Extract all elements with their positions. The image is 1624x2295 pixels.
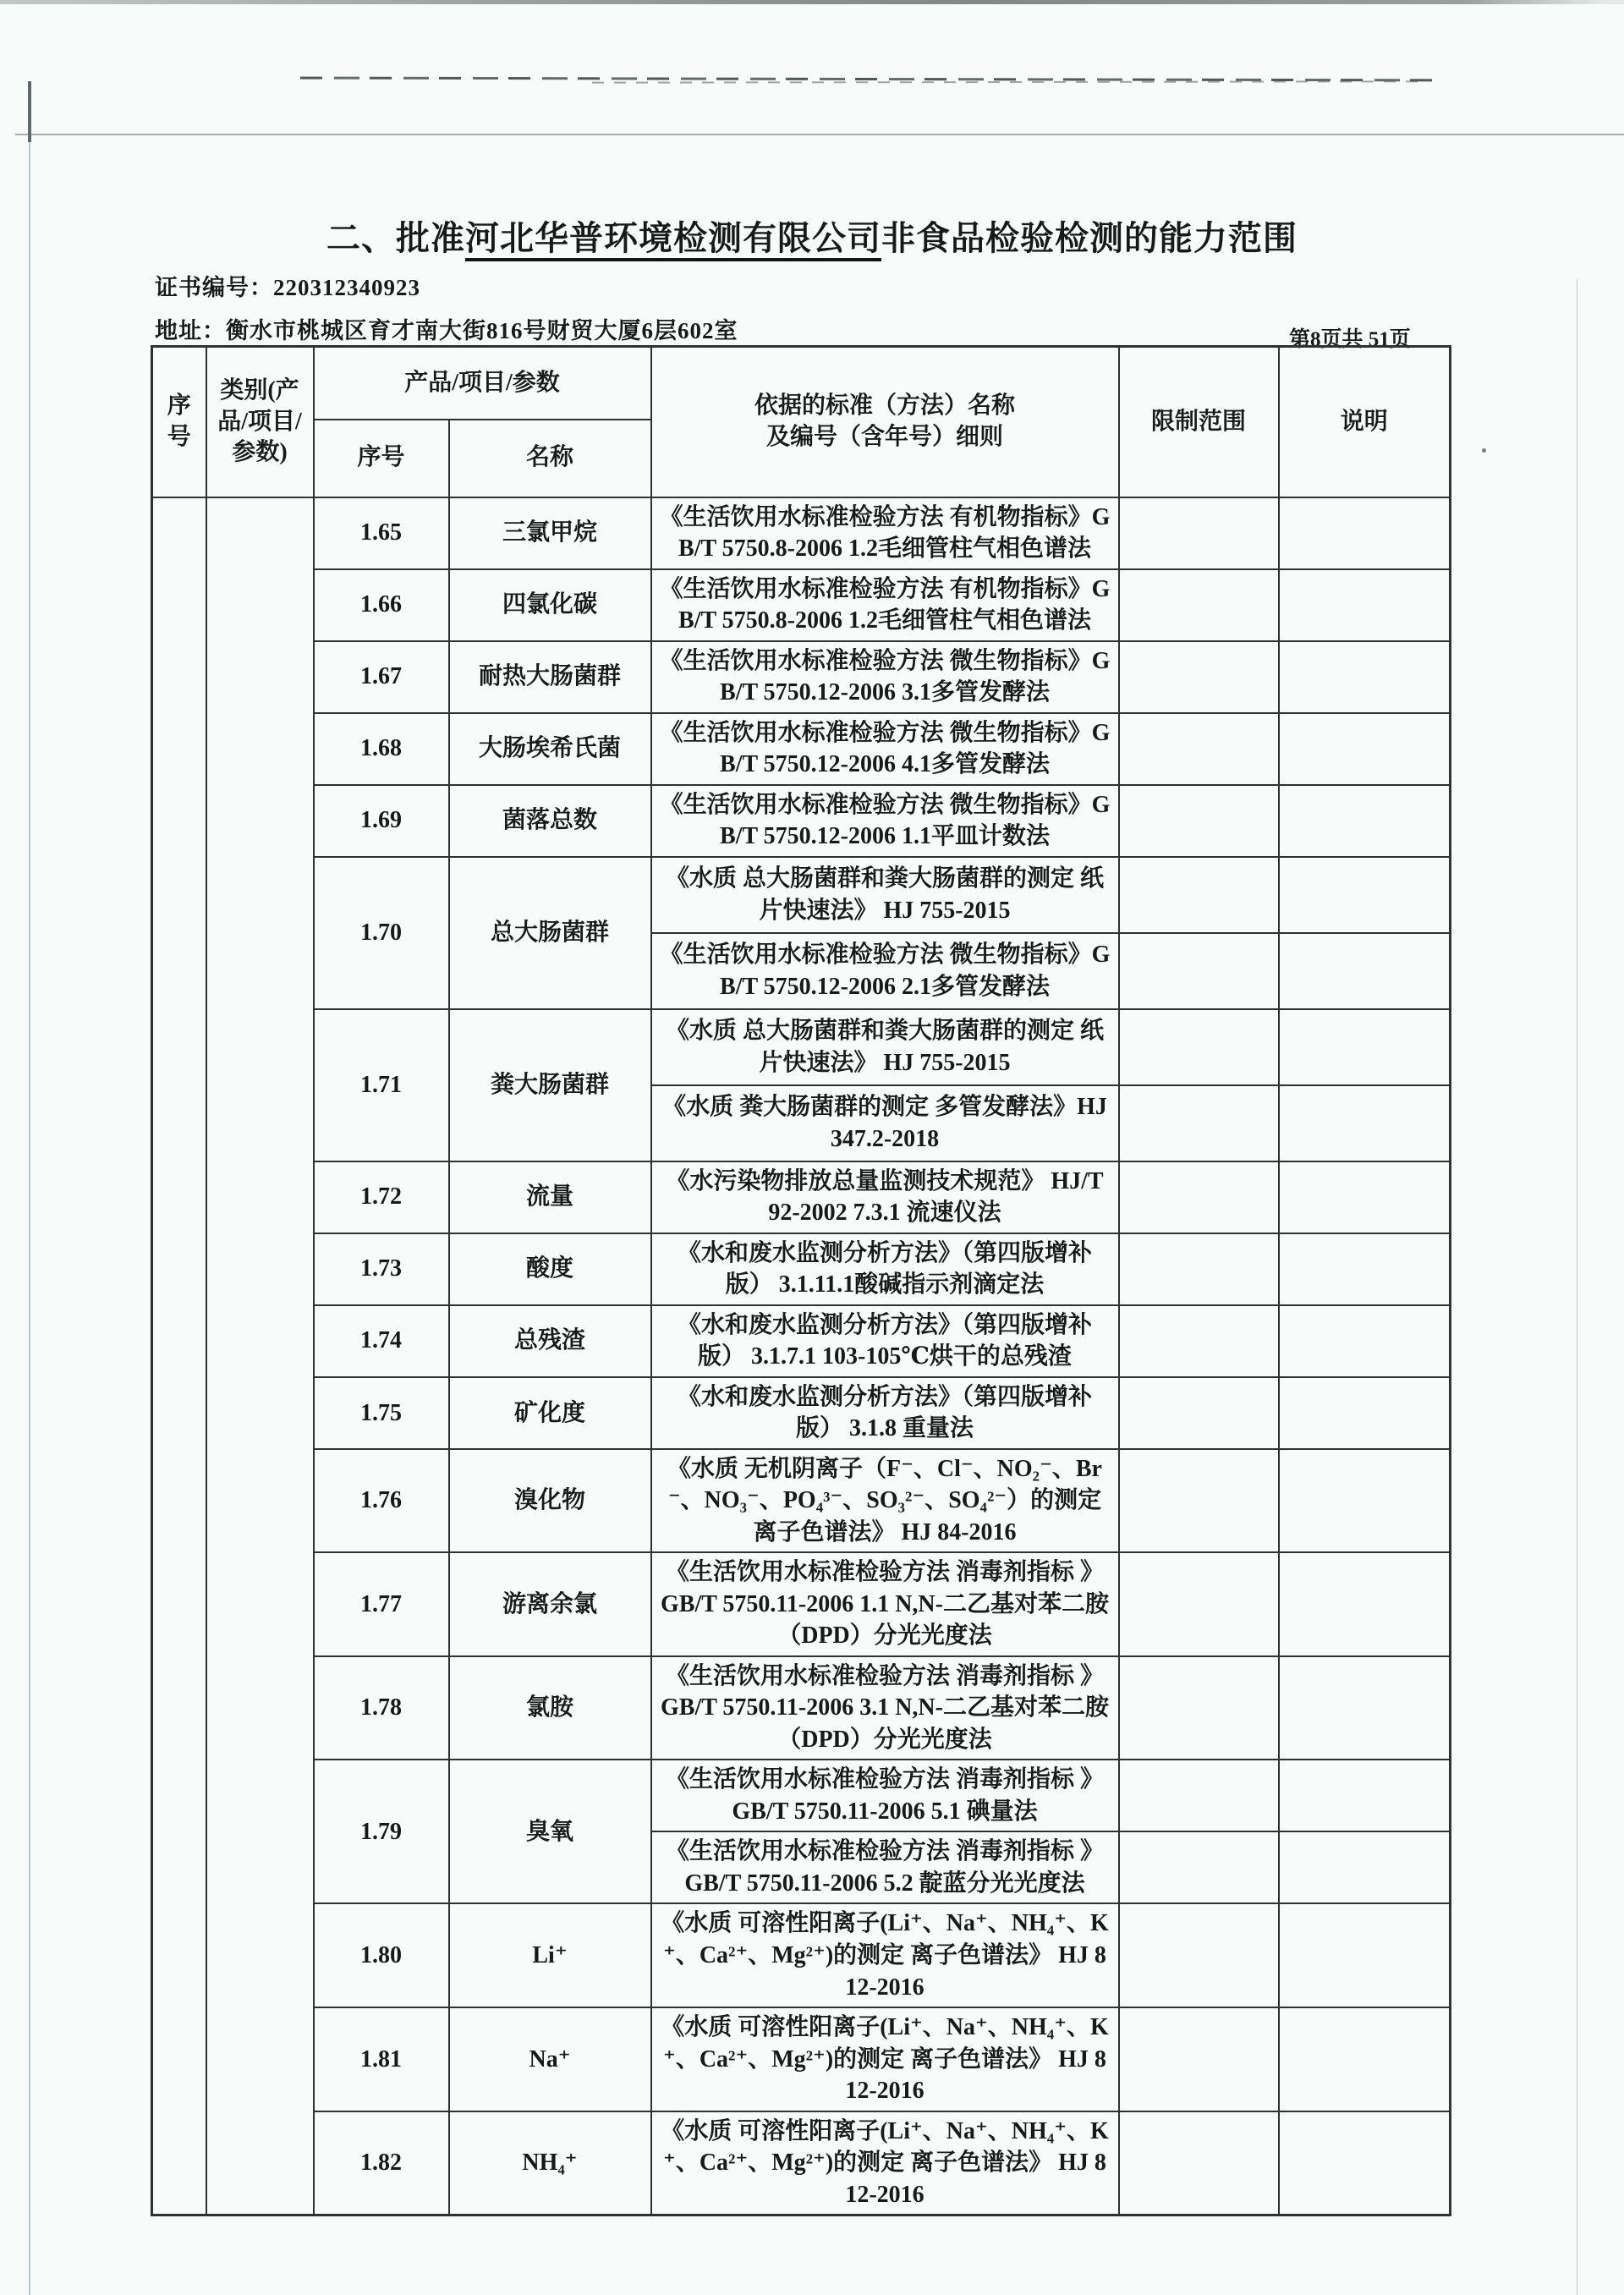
row-seq: 1.76 bbox=[314, 1449, 449, 1553]
limit-cell-empty bbox=[1119, 569, 1279, 641]
row-standard: 《水和废水监测分析方法》（第四版增补版） 3.1.7.1 103-105℃烘干的总残渣 bbox=[651, 1305, 1119, 1377]
scan-vertical-line-dark-artifact bbox=[28, 81, 31, 142]
row-standard: 《水和废水监测分析方法》（第四版增补版） 3.1.8 重量法 bbox=[651, 1377, 1119, 1449]
note-cell-empty bbox=[1279, 1377, 1451, 1449]
table-row bbox=[152, 1903, 1451, 2007]
capability-table bbox=[151, 345, 1451, 2216]
row-name: 粪大肠菌群 bbox=[449, 1009, 651, 1161]
table-row bbox=[152, 1161, 1451, 1233]
table-row bbox=[152, 1009, 1451, 1085]
note-cell-empty bbox=[1279, 1760, 1451, 1831]
limit-cell-empty bbox=[1119, 1305, 1279, 1377]
row-seq: 1.82 bbox=[314, 2111, 449, 2215]
note-cell-empty bbox=[1279, 933, 1451, 1009]
row-standard: 《生活饮用水标准检验方法 微生物指标》GB/T 5750.12-2006 2.1多管发酵法 bbox=[651, 933, 1119, 1009]
limit-cell-empty bbox=[1119, 497, 1279, 569]
row-name: 溴化物 bbox=[449, 1449, 651, 1553]
limit-cell-empty bbox=[1119, 2007, 1279, 2111]
limit-cell-empty bbox=[1119, 1233, 1279, 1305]
row-name: 酸度 bbox=[449, 1233, 651, 1305]
note-cell-empty bbox=[1279, 1085, 1451, 1161]
limit-cell-empty bbox=[1119, 1377, 1279, 1449]
row-name: 总大肠菌群 bbox=[449, 857, 651, 1009]
scan-wavy-line-artifact-2 bbox=[592, 80, 1421, 83]
row-standard: 《水和废水监测分析方法》（第四版增补版） 3.1.11.1酸碱指示剂滴定法 bbox=[651, 1233, 1119, 1305]
row-standard: 《水质 粪大肠菌群的测定 多管发酵法》HJ 347.2-2018 bbox=[651, 1085, 1119, 1161]
certificate-number: 证书编号：220312340923 bbox=[155, 275, 420, 300]
col-header-sub-name: 名称 bbox=[449, 420, 651, 497]
table-row bbox=[152, 641, 1451, 713]
row-seq: 1.77 bbox=[314, 1552, 449, 1656]
limit-cell-empty bbox=[1119, 641, 1279, 713]
table-row bbox=[152, 1233, 1451, 1305]
limit-cell-empty bbox=[1119, 1552, 1279, 1656]
table-row bbox=[152, 857, 1451, 933]
scan-dot-artifact bbox=[1482, 448, 1486, 453]
note-cell-empty bbox=[1279, 1831, 1451, 1903]
row-standard: 《生活饮用水标准检验方法 消毒剂指标 》GB/T 5750.11-2006 1.1 N,N-二乙基对苯二胺（DPD）分光光度法 bbox=[651, 1552, 1119, 1656]
row-name: 氯胺 bbox=[449, 1656, 651, 1760]
row-name: 总残渣 bbox=[449, 1305, 651, 1377]
row-seq: 1.81 bbox=[314, 2007, 449, 2111]
limit-cell-empty bbox=[1119, 1760, 1279, 1831]
note-cell-empty bbox=[1279, 569, 1451, 641]
row-standard: 《水质 可溶性阳离子(Li⁺、Na⁺、NH₄⁺、K⁺、Ca²⁺、Mg²⁺)的测定 离子色谱法》 HJ 812-2016 bbox=[651, 1903, 1119, 2007]
table-row bbox=[152, 1552, 1451, 1656]
note-cell-empty bbox=[1279, 497, 1451, 569]
note-cell-empty bbox=[1279, 641, 1451, 713]
row-seq: 1.70 bbox=[314, 857, 449, 1009]
col-header-standard bbox=[651, 347, 1119, 497]
row-standard: 《生活饮用水标准检验方法 消毒剂指标 》GB/T 5750.11-2006 3.1 N,N-二乙基对苯二胺（DPD）分光光度法 bbox=[651, 1656, 1119, 1760]
note-cell-empty bbox=[1279, 1161, 1451, 1233]
table-row bbox=[152, 785, 1451, 857]
table-row bbox=[152, 713, 1451, 785]
row-seq: 1.66 bbox=[314, 569, 449, 641]
limit-cell-empty bbox=[1119, 2111, 1279, 2215]
limit-cell-empty bbox=[1119, 1903, 1279, 2007]
limit-cell-empty bbox=[1119, 1449, 1279, 1553]
row-standard: 《生活饮用水标准检验方法 消毒剂指标 》GB/T 5750.11-2006 5.2 靛蓝分光光度法 bbox=[651, 1831, 1119, 1903]
table-row bbox=[152, 1760, 1451, 1831]
limit-cell-empty bbox=[1119, 1831, 1279, 1903]
row-name: 矿化度 bbox=[449, 1377, 651, 1449]
limit-cell-empty bbox=[1119, 713, 1279, 785]
page-number: 第8页共 51页 bbox=[1289, 328, 1411, 351]
row-seq: 1.72 bbox=[314, 1161, 449, 1233]
scan-top-edge-artifact bbox=[0, 0, 1624, 4]
row-standard: 《水质 总大肠菌群和粪大肠菌群的测定 纸片快速法》 HJ 755-2015 bbox=[651, 857, 1119, 933]
table-row bbox=[152, 1377, 1451, 1449]
note-cell-empty bbox=[1279, 1449, 1451, 1553]
col-header-note: 说明 bbox=[1279, 347, 1451, 497]
row-standard: 《生活饮用水标准检验方法 微生物指标》GB/T 5750.12-2006 3.1多管发酵法 bbox=[651, 641, 1119, 713]
row-seq: 1.79 bbox=[314, 1760, 449, 1903]
note-cell-empty bbox=[1279, 1552, 1451, 1656]
row-name: NH₄⁺ bbox=[449, 2111, 651, 2215]
col-header-standard-line2: 及编号（含年号）细则 bbox=[765, 423, 1003, 450]
col-header-limit: 限制范围 bbox=[1119, 347, 1279, 497]
note-cell-empty bbox=[1279, 1903, 1451, 2007]
row-name: 四氯化碳 bbox=[449, 569, 651, 641]
scan-vertical-line-artifact bbox=[29, 81, 30, 2295]
table-row bbox=[152, 1305, 1451, 1377]
row-standard: 《水质 总大肠菌群和粪大肠菌群的测定 纸片快速法》 HJ 755-2015 bbox=[651, 1009, 1119, 1085]
limit-cell-empty bbox=[1119, 1656, 1279, 1760]
row-name: 流量 bbox=[449, 1161, 651, 1233]
col-header-category: 类别(产品/项目/参数) bbox=[206, 347, 314, 497]
table-row bbox=[152, 1656, 1451, 1760]
note-cell-empty bbox=[1279, 713, 1451, 785]
row-name: 耐热大肠菌群 bbox=[449, 641, 651, 713]
col-header-standard-line1: 依据的标准（方法）名称 bbox=[754, 393, 1015, 420]
limit-cell-empty bbox=[1119, 857, 1279, 933]
limit-cell-empty bbox=[1119, 1161, 1279, 1233]
row-name: 臭氧 bbox=[449, 1760, 651, 1903]
row-standard: 《水质 可溶性阳离子(Li⁺、Na⁺、NH₄⁺、K⁺、Ca²⁺、Mg²⁺)的测定 离子色谱法》 HJ 812-2016 bbox=[651, 2111, 1119, 2215]
col-header-product: 产品/项目/参数 bbox=[314, 347, 651, 420]
table-row bbox=[152, 569, 1451, 641]
address-line: 地址：衡水市桃城区育才南大街816号财贸大厦6层602室 bbox=[155, 318, 738, 343]
table-row bbox=[152, 2111, 1451, 2215]
note-cell-empty bbox=[1279, 2111, 1451, 2215]
note-cell-empty bbox=[1279, 1656, 1451, 1760]
row-seq: 1.80 bbox=[314, 1903, 449, 2007]
row-standard: 《生活饮用水标准检验方法 微生物指标》GB/T 5750.12-2006 4.1多管发酵法 bbox=[651, 713, 1119, 785]
row-name: 菌落总数 bbox=[449, 785, 651, 857]
seq-column-empty bbox=[152, 497, 206, 2215]
row-seq: 1.68 bbox=[314, 713, 449, 785]
scan-horizontal-line-artifact bbox=[15, 134, 1624, 135]
category-column-empty bbox=[206, 497, 314, 2215]
row-name: 大肠埃希氏菌 bbox=[449, 713, 651, 785]
limit-cell-empty bbox=[1119, 785, 1279, 857]
table-row bbox=[152, 2007, 1451, 2111]
note-cell-empty bbox=[1279, 1305, 1451, 1377]
row-seq: 1.73 bbox=[314, 1233, 449, 1305]
row-seq: 1.69 bbox=[314, 785, 449, 857]
row-standard: 《水污染物排放总量监测技术规范》 HJ/T 92-2002 7.3.1 流速仪法 bbox=[651, 1161, 1119, 1233]
limit-cell-empty bbox=[1119, 1085, 1279, 1161]
row-standard: 《水质 可溶性阳离子(Li⁺、Na⁺、NH₄⁺、K⁺、Ca²⁺、Mg²⁺)的测定 离子色谱法》 HJ 812-2016 bbox=[651, 2007, 1119, 2111]
company-name: 河北华普环境检测有限公司 bbox=[465, 219, 881, 261]
row-name: Li⁺ bbox=[449, 1903, 651, 2007]
limit-cell-empty bbox=[1119, 933, 1279, 1009]
row-seq: 1.78 bbox=[314, 1656, 449, 1760]
row-seq: 1.74 bbox=[314, 1305, 449, 1377]
limit-cell-empty bbox=[1119, 1009, 1279, 1085]
row-seq: 1.75 bbox=[314, 1377, 449, 1449]
page-title bbox=[0, 211, 1624, 260]
col-header-sub-seq: 序号 bbox=[314, 420, 449, 497]
row-seq: 1.71 bbox=[314, 1009, 449, 1161]
table-header-row-1 bbox=[152, 347, 1451, 420]
row-seq: 1.65 bbox=[314, 497, 449, 569]
note-cell-empty bbox=[1279, 785, 1451, 857]
table-row bbox=[152, 497, 1451, 569]
table-row bbox=[152, 1449, 1451, 1553]
row-name: Na⁺ bbox=[449, 2007, 651, 2111]
row-name: 三氯甲烷 bbox=[449, 497, 651, 569]
row-standard: 《生活饮用水标准检验方法 有机物指标》GB/T 5750.8-2006 1.2毛细管柱气相色谱法 bbox=[651, 497, 1119, 569]
title-suffix: 非食品检验检测的能力范围 bbox=[881, 219, 1298, 257]
row-standard: 《水质 无机阴离子（F⁻、Cl⁻、NO₂⁻、Br⁻、NO₃⁻、PO₄³⁻、SO₃²⁻、SO₄²⁻）的测定 离子色谱法》 HJ 84-2016 bbox=[651, 1449, 1119, 1553]
note-cell-empty bbox=[1279, 1009, 1451, 1085]
row-seq: 1.67 bbox=[314, 641, 449, 713]
row-standard: 《生活饮用水标准检验方法 消毒剂指标 》GB/T 5750.11-2006 5.1 碘量法 bbox=[651, 1760, 1119, 1831]
row-standard: 《生活饮用水标准检验方法 有机物指标》GB/T 5750.8-2006 1.2毛细管柱气相色谱法 bbox=[651, 569, 1119, 641]
row-name: 游离余氯 bbox=[449, 1552, 651, 1656]
col-header-seq: 序号 bbox=[152, 347, 206, 497]
title-prefix: 二、批准 bbox=[326, 219, 465, 257]
note-cell-empty bbox=[1279, 2007, 1451, 2111]
row-standard: 《生活饮用水标准检验方法 微生物指标》GB/T 5750.12-2006 1.1平皿计数法 bbox=[651, 785, 1119, 857]
note-cell-empty bbox=[1279, 857, 1451, 933]
note-cell-empty bbox=[1279, 1233, 1451, 1305]
